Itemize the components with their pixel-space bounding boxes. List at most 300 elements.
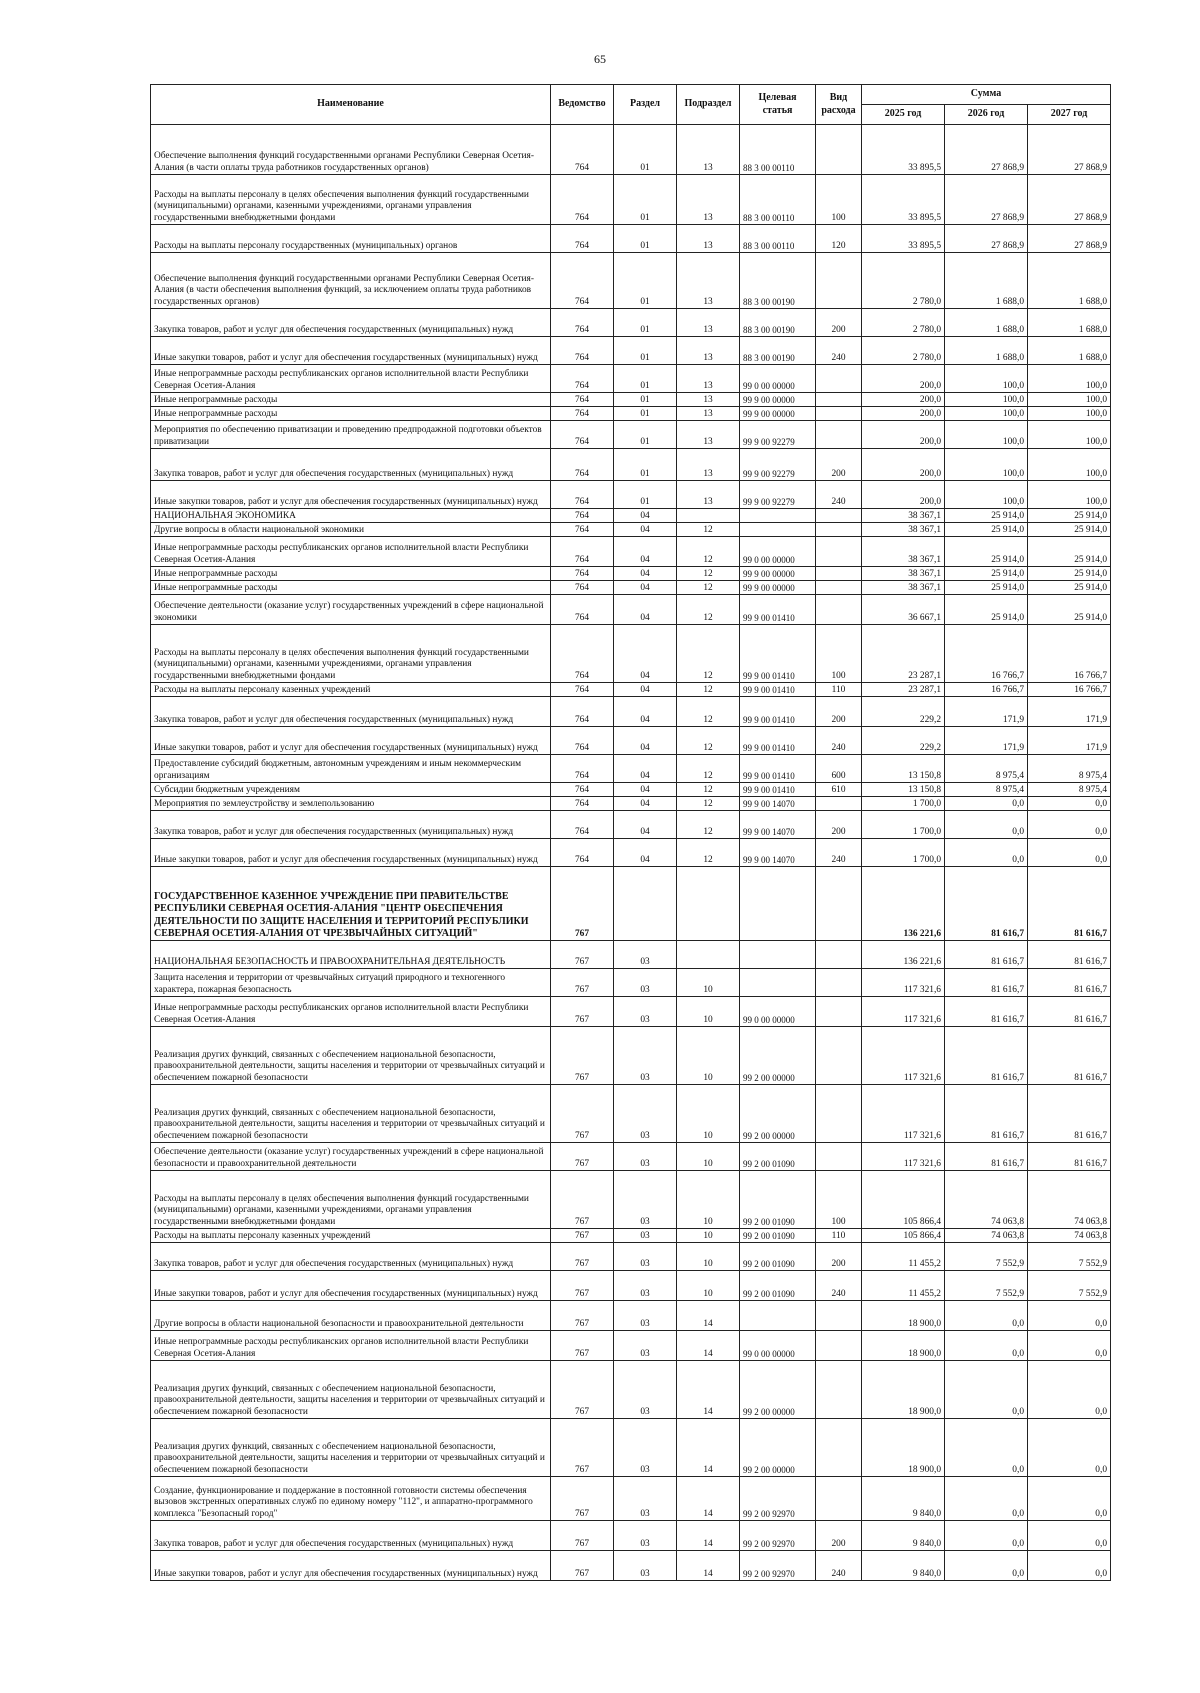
cell-name: Обеспечение выполнения функций государственными органами Республики Северная Осетия-Алания (в части оплаты труда работников государственных органов) xyxy=(151,125,551,175)
cell-sum-2025: 229,2 xyxy=(862,727,945,755)
table-row xyxy=(151,811,1111,839)
cell-sum-2026: 27 868,9 xyxy=(945,225,1028,253)
table-row xyxy=(151,867,1111,941)
cell-vedomstvo: 764 xyxy=(551,783,614,797)
cell-razdel: 03 xyxy=(614,1027,677,1085)
cell-target-article xyxy=(740,941,816,969)
cell-expense-type: 200 xyxy=(816,309,862,337)
cell-podrazdel: 10 xyxy=(677,1271,740,1301)
cell-sum-2026: 74 063,8 xyxy=(945,1171,1028,1229)
cell-sum-2025: 200,0 xyxy=(862,421,945,449)
cell-sum-2025: 9 840,0 xyxy=(862,1521,945,1551)
cell-sum-2025: 136 221,6 xyxy=(862,867,945,941)
cell-name: Иные закупки товаров, работ и услуг для обеспечения государственных (муниципальных) нужд xyxy=(151,1551,551,1581)
cell-name: Закупка товаров, работ и услуг для обеспечения государственных (муниципальных) нужд xyxy=(151,1243,551,1271)
cell-sum-2027: 0,0 xyxy=(1028,811,1111,839)
cell-sum-2027: 0,0 xyxy=(1028,1551,1111,1581)
cell-razdel: 01 xyxy=(614,253,677,309)
cell-sum-2025: 9 840,0 xyxy=(862,1551,945,1581)
cell-vedomstvo: 767 xyxy=(551,969,614,997)
cell-name: Иные закупки товаров, работ и услуг для обеспечения государственных (муниципальных) нужд xyxy=(151,1271,551,1301)
cell-target-article: 99 9 00 14070 xyxy=(740,811,816,839)
cell-sum-2026: 7 552,9 xyxy=(945,1243,1028,1271)
cell-razdel: 04 xyxy=(614,625,677,683)
cell-target-article xyxy=(740,969,816,997)
cell-name: Закупка товаров, работ и услуг для обеспечения государственных (муниципальных) нужд xyxy=(151,811,551,839)
table-row xyxy=(151,365,1111,393)
cell-razdel: 03 xyxy=(614,941,677,969)
cell-podrazdel: 12 xyxy=(677,811,740,839)
cell-expense-type xyxy=(816,509,862,523)
cell-podrazdel: 14 xyxy=(677,1551,740,1581)
cell-sum-2027: 27 868,9 xyxy=(1028,125,1111,175)
cell-sum-2026: 27 868,9 xyxy=(945,125,1028,175)
cell-sum-2025: 38 367,1 xyxy=(862,523,945,537)
cell-target-article: 99 2 00 00000 xyxy=(740,1361,816,1419)
cell-sum-2027: 8 975,4 xyxy=(1028,755,1111,783)
cell-expense-type: 110 xyxy=(816,683,862,697)
cell-sum-2026: 0,0 xyxy=(945,1419,1028,1477)
cell-target-article: 99 9 00 00000 xyxy=(740,407,816,421)
cell-sum-2026: 1 688,0 xyxy=(945,309,1028,337)
cell-sum-2025: 117 321,6 xyxy=(862,969,945,997)
cell-sum-2025: 200,0 xyxy=(862,365,945,393)
cell-target-article: 99 9 00 01410 xyxy=(740,727,816,755)
cell-sum-2025: 38 367,1 xyxy=(862,509,945,523)
cell-expense-type xyxy=(816,1143,862,1171)
cell-sum-2026: 100,0 xyxy=(945,407,1028,421)
cell-vedomstvo: 767 xyxy=(551,1243,614,1271)
cell-vedomstvo: 764 xyxy=(551,595,614,625)
cell-sum-2027: 1 688,0 xyxy=(1028,253,1111,309)
cell-razdel: 01 xyxy=(614,337,677,365)
cell-sum-2026: 100,0 xyxy=(945,421,1028,449)
cell-target-article: 99 9 00 92279 xyxy=(740,421,816,449)
table-row xyxy=(151,997,1111,1027)
cell-vedomstvo: 767 xyxy=(551,1361,614,1419)
cell-podrazdel: 13 xyxy=(677,125,740,175)
cell-sum-2026: 25 914,0 xyxy=(945,523,1028,537)
table-row xyxy=(151,1419,1111,1477)
cell-podrazdel: 10 xyxy=(677,1243,740,1271)
header-2025: 2025 год xyxy=(862,105,945,125)
cell-sum-2027: 16 766,7 xyxy=(1028,683,1111,697)
cell-podrazdel: 12 xyxy=(677,783,740,797)
cell-target-article xyxy=(740,523,816,537)
cell-expense-type: 200 xyxy=(816,449,862,481)
cell-sum-2025: 18 900,0 xyxy=(862,1419,945,1477)
cell-expense-type xyxy=(816,595,862,625)
cell-expense-type: 240 xyxy=(816,481,862,509)
cell-podrazdel: 13 xyxy=(677,449,740,481)
cell-razdel: 04 xyxy=(614,537,677,567)
cell-name: Расходы на выплаты персоналу в целях обеспечения выполнения функций государственными (муниципальными) органами, казенными учреждениями, органами управления государственными внебюджетными фондами xyxy=(151,175,551,225)
cell-razdel: 04 xyxy=(614,727,677,755)
cell-sum-2026: 0,0 xyxy=(945,811,1028,839)
cell-name: Расходы на выплаты персоналу государственных (муниципальных) органов xyxy=(151,225,551,253)
cell-podrazdel: 10 xyxy=(677,1171,740,1229)
cell-sum-2027: 100,0 xyxy=(1028,393,1111,407)
table-row xyxy=(151,509,1111,523)
cell-sum-2025: 117 321,6 xyxy=(862,1027,945,1085)
cell-name: Реализация других функций, связанных с обеспечением национальной безопасности, правоохранительной деятельности, защиты населения и территории от чрезвычайных ситуаций и обеспечением пожарной безопасности xyxy=(151,1361,551,1419)
cell-target-article: 99 9 00 01410 xyxy=(740,783,816,797)
cell-name: Иные непрограммные расходы республиканских органов исполнительной власти Республики Северная Осетия-Алания xyxy=(151,997,551,1027)
cell-name: Иные непрограммные расходы республиканских органов исполнительной власти Республики Северная Осетия-Алания xyxy=(151,365,551,393)
cell-expense-type: 100 xyxy=(816,625,862,683)
cell-razdel: 01 xyxy=(614,481,677,509)
table-row xyxy=(151,839,1111,867)
cell-razdel: 04 xyxy=(614,755,677,783)
cell-expense-type xyxy=(816,1477,862,1521)
cell-expense-type: 200 xyxy=(816,1521,862,1551)
cell-target-article: 99 0 00 00000 xyxy=(740,997,816,1027)
cell-target-article: 88 3 00 00190 xyxy=(740,253,816,309)
table-row xyxy=(151,1143,1111,1171)
table-row xyxy=(151,941,1111,969)
cell-name: Иные непрограммные расходы xyxy=(151,393,551,407)
table-row xyxy=(151,595,1111,625)
cell-sum-2027: 0,0 xyxy=(1028,1361,1111,1419)
cell-sum-2026: 25 914,0 xyxy=(945,581,1028,595)
cell-vedomstvo: 764 xyxy=(551,839,614,867)
table-row xyxy=(151,1477,1111,1521)
cell-sum-2026: 25 914,0 xyxy=(945,537,1028,567)
cell-sum-2025: 136 221,6 xyxy=(862,941,945,969)
cell-sum-2025: 117 321,6 xyxy=(862,997,945,1027)
cell-razdel: 04 xyxy=(614,567,677,581)
cell-sum-2026: 0,0 xyxy=(945,1521,1028,1551)
table-row xyxy=(151,1361,1111,1419)
cell-sum-2027: 0,0 xyxy=(1028,1477,1111,1521)
cell-sum-2025: 200,0 xyxy=(862,407,945,421)
cell-sum-2025: 23 287,1 xyxy=(862,625,945,683)
cell-vedomstvo: 764 xyxy=(551,683,614,697)
cell-vedomstvo: 767 xyxy=(551,1085,614,1143)
cell-sum-2026: 81 616,7 xyxy=(945,969,1028,997)
cell-vedomstvo: 764 xyxy=(551,337,614,365)
cell-razdel: 01 xyxy=(614,125,677,175)
cell-vedomstvo: 764 xyxy=(551,481,614,509)
cell-target-article: 99 2 00 92970 xyxy=(740,1477,816,1521)
cell-target-article: 99 0 00 00000 xyxy=(740,537,816,567)
cell-expense-type: 100 xyxy=(816,1171,862,1229)
cell-podrazdel: 12 xyxy=(677,523,740,537)
cell-sum-2026: 100,0 xyxy=(945,449,1028,481)
cell-podrazdel: 12 xyxy=(677,537,740,567)
cell-target-article xyxy=(740,509,816,523)
cell-sum-2026: 0,0 xyxy=(945,1361,1028,1419)
cell-vedomstvo: 767 xyxy=(551,1331,614,1361)
cell-podrazdel: 13 xyxy=(677,309,740,337)
cell-name: Иные непрограммные расходы xyxy=(151,581,551,595)
cell-target-article: 99 2 00 01090 xyxy=(740,1271,816,1301)
cell-podrazdel: 14 xyxy=(677,1477,740,1521)
cell-expense-type: 110 xyxy=(816,1229,862,1243)
cell-vedomstvo: 764 xyxy=(551,727,614,755)
cell-sum-2025: 117 321,6 xyxy=(862,1085,945,1143)
cell-razdel: 04 xyxy=(614,797,677,811)
cell-sum-2026: 100,0 xyxy=(945,481,1028,509)
cell-vedomstvo: 764 xyxy=(551,811,614,839)
cell-sum-2026: 25 914,0 xyxy=(945,595,1028,625)
cell-razdel: 04 xyxy=(614,581,677,595)
cell-razdel: 01 xyxy=(614,421,677,449)
cell-target-article: 99 2 00 92970 xyxy=(740,1551,816,1581)
cell-razdel: 03 xyxy=(614,1229,677,1243)
cell-expense-type xyxy=(816,797,862,811)
cell-sum-2027: 25 914,0 xyxy=(1028,523,1111,537)
cell-sum-2026: 81 616,7 xyxy=(945,997,1028,1027)
cell-razdel: 03 xyxy=(614,969,677,997)
page-number: 65 xyxy=(594,52,606,66)
cell-expense-type: 600 xyxy=(816,755,862,783)
cell-name: НАЦИОНАЛЬНАЯ БЕЗОПАСНОСТЬ И ПРАВООХРАНИТЕЛЬНАЯ ДЕЯТЕЛЬНОСТЬ xyxy=(151,941,551,969)
cell-target-article: 99 0 00 00000 xyxy=(740,365,816,393)
cell-podrazdel: 13 xyxy=(677,481,740,509)
header-2026: 2026 год xyxy=(945,105,1028,125)
cell-target-article: 99 2 00 01090 xyxy=(740,1171,816,1229)
cell-name: Реализация других функций, связанных с обеспечением национальной безопасности, правоохранительной деятельности, защиты населения и территории от чрезвычайных ситуаций и обеспечением пожарной безопасности xyxy=(151,1027,551,1085)
table-row xyxy=(151,581,1111,595)
cell-name: Иные закупки товаров, работ и услуг для обеспечения государственных (муниципальных) нужд xyxy=(151,727,551,755)
table-row xyxy=(151,1243,1111,1271)
cell-vedomstvo: 764 xyxy=(551,309,614,337)
cell-vedomstvo: 764 xyxy=(551,175,614,225)
cell-sum-2027: 81 616,7 xyxy=(1028,941,1111,969)
cell-sum-2027: 81 616,7 xyxy=(1028,867,1111,941)
cell-vedomstvo: 764 xyxy=(551,421,614,449)
cell-target-article: 99 9 00 92279 xyxy=(740,481,816,509)
table-row xyxy=(151,1521,1111,1551)
cell-expense-type: 200 xyxy=(816,697,862,727)
cell-sum-2026: 25 914,0 xyxy=(945,509,1028,523)
cell-name: Другие вопросы в области национальной безопасности и правоохранительной деятельности xyxy=(151,1301,551,1331)
cell-expense-type xyxy=(816,969,862,997)
cell-expense-type: 200 xyxy=(816,811,862,839)
cell-razdel: 04 xyxy=(614,697,677,727)
cell-vedomstvo: 764 xyxy=(551,393,614,407)
table-body xyxy=(151,125,1111,1581)
cell-target-article: 99 9 00 92279 xyxy=(740,449,816,481)
cell-name: ГОСУДАРСТВЕННОЕ КАЗЕННОЕ УЧРЕЖДЕНИЕ ПРИ ПРАВИТЕЛЬСТВЕ РЕСПУБЛИКИ СЕВЕРНАЯ ОСЕТИЯ-АЛАНИЯ "ЦЕНТР ОБЕСПЕЧЕНИЯ ДЕЯТЕЛЬНОСТИ ПО ЗАЩИТЕ НАСЕЛЕНИЯ И ТЕРРИТОРИЙ РЕСПУБЛИКИ СЕВЕРНАЯ ОСЕТИЯ-АЛАНИЯ ОТ ЧРЕЗВЫЧАЙНЫХ СИТУАЦИЙ" xyxy=(151,867,551,941)
cell-name: Закупка товаров, работ и услуг для обеспечения государственных (муниципальных) нужд xyxy=(151,1521,551,1551)
cell-sum-2027: 25 914,0 xyxy=(1028,509,1111,523)
cell-expense-type xyxy=(816,523,862,537)
header-2027: 2027 год xyxy=(1028,105,1111,125)
cell-podrazdel: 12 xyxy=(677,683,740,697)
cell-expense-type xyxy=(816,1301,862,1331)
header-razdel: Раздел xyxy=(614,85,677,125)
table-row xyxy=(151,481,1111,509)
cell-sum-2025: 117 321,6 xyxy=(862,1143,945,1171)
cell-target-article: 88 3 00 00190 xyxy=(740,337,816,365)
cell-target-article: 99 9 00 01410 xyxy=(740,625,816,683)
cell-target-article: 88 3 00 00110 xyxy=(740,175,816,225)
cell-target-article: 99 9 00 01410 xyxy=(740,755,816,783)
cell-name: Реализация других функций, связанных с обеспечением национальной безопасности, правоохранительной деятельности, защиты населения и территории от чрезвычайных ситуаций и обеспечением пожарной безопасности xyxy=(151,1419,551,1477)
cell-sum-2025: 13 150,8 xyxy=(862,755,945,783)
header-sum: Сумма xyxy=(862,85,1111,105)
cell-target-article: 99 9 00 01410 xyxy=(740,595,816,625)
cell-razdel: 03 xyxy=(614,1271,677,1301)
table-row xyxy=(151,449,1111,481)
cell-razdel: 04 xyxy=(614,683,677,697)
table-row xyxy=(151,253,1111,309)
cell-sum-2025: 11 455,2 xyxy=(862,1243,945,1271)
cell-target-article: 99 9 00 00000 xyxy=(740,567,816,581)
cell-sum-2026: 0,0 xyxy=(945,1551,1028,1581)
cell-podrazdel: 13 xyxy=(677,337,740,365)
cell-razdel: 04 xyxy=(614,523,677,537)
cell-razdel: 03 xyxy=(614,1551,677,1581)
cell-sum-2026: 27 868,9 xyxy=(945,175,1028,225)
cell-expense-type: 610 xyxy=(816,783,862,797)
cell-sum-2027: 100,0 xyxy=(1028,421,1111,449)
cell-sum-2025: 200,0 xyxy=(862,449,945,481)
table-row xyxy=(151,125,1111,175)
cell-razdel: 01 xyxy=(614,309,677,337)
cell-name: Реализация других функций, связанных с обеспечением национальной безопасности, правоохранительной деятельности, защиты населения и территории от чрезвычайных ситуаций и обеспечением пожарной безопасности xyxy=(151,1085,551,1143)
cell-sum-2026: 7 552,9 xyxy=(945,1271,1028,1301)
cell-podrazdel: 14 xyxy=(677,1301,740,1331)
cell-podrazdel: 14 xyxy=(677,1361,740,1419)
cell-vedomstvo: 767 xyxy=(551,1419,614,1477)
table-row xyxy=(151,1171,1111,1229)
cell-expense-type xyxy=(816,1085,862,1143)
cell-target-article: 99 9 00 14070 xyxy=(740,839,816,867)
cell-podrazdel: 12 xyxy=(677,595,740,625)
cell-vedomstvo: 767 xyxy=(551,997,614,1027)
cell-expense-type xyxy=(816,421,862,449)
cell-sum-2027: 100,0 xyxy=(1028,481,1111,509)
cell-name: Закупка товаров, работ и услуг для обеспечения государственных (муниципальных) нужд xyxy=(151,309,551,337)
cell-razdel: 01 xyxy=(614,449,677,481)
cell-sum-2025: 18 900,0 xyxy=(862,1301,945,1331)
table-row xyxy=(151,797,1111,811)
cell-expense-type xyxy=(816,997,862,1027)
cell-sum-2027: 171,9 xyxy=(1028,697,1111,727)
cell-vedomstvo: 764 xyxy=(551,537,614,567)
cell-target-article: 99 2 00 01090 xyxy=(740,1143,816,1171)
table-row xyxy=(151,1301,1111,1331)
cell-razdel: 04 xyxy=(614,595,677,625)
cell-vedomstvo: 767 xyxy=(551,867,614,941)
cell-target-article: 99 2 00 01090 xyxy=(740,1229,816,1243)
header-podrazdel: Подраздел xyxy=(677,85,740,125)
cell-name: Расходы на выплаты персоналу в целях обеспечения выполнения функций государственными (муниципальными) органами, казенными учреждениями, органами управления государственными внебюджетными фондами xyxy=(151,625,551,683)
table-row xyxy=(151,537,1111,567)
cell-podrazdel: 10 xyxy=(677,997,740,1027)
cell-name: Закупка товаров, работ и услуг для обеспечения государственных (муниципальных) нужд xyxy=(151,697,551,727)
cell-razdel: 04 xyxy=(614,783,677,797)
cell-target-article: 99 2 00 00000 xyxy=(740,1419,816,1477)
cell-sum-2027: 7 552,9 xyxy=(1028,1271,1111,1301)
cell-sum-2026: 16 766,7 xyxy=(945,683,1028,697)
table-row xyxy=(151,225,1111,253)
table-row xyxy=(151,1331,1111,1361)
cell-target-article: 99 9 00 01410 xyxy=(740,683,816,697)
cell-razdel: 04 xyxy=(614,509,677,523)
cell-sum-2026: 1 688,0 xyxy=(945,253,1028,309)
table-row xyxy=(151,755,1111,783)
cell-target-article xyxy=(740,1301,816,1331)
cell-vedomstvo: 764 xyxy=(551,125,614,175)
cell-expense-type xyxy=(816,567,862,581)
cell-expense-type xyxy=(816,1361,862,1419)
cell-sum-2025: 2 780,0 xyxy=(862,337,945,365)
cell-vedomstvo: 764 xyxy=(551,253,614,309)
cell-razdel: 03 xyxy=(614,1477,677,1521)
cell-vedomstvo: 764 xyxy=(551,407,614,421)
table-row xyxy=(151,421,1111,449)
cell-sum-2026: 8 975,4 xyxy=(945,755,1028,783)
cell-name: Создание, функционирование и поддержание в постоянной готовности системы обеспечения вызовов экстренных оперативных служб по единому номеру "112", и аппаратно-программного комплекса "Безопасный город" xyxy=(151,1477,551,1521)
cell-target-article: 99 2 00 01090 xyxy=(740,1243,816,1271)
cell-name: Расходы на выплаты персоналу казенных учреждений xyxy=(151,1229,551,1243)
cell-sum-2026: 171,9 xyxy=(945,697,1028,727)
cell-target-article: 99 9 00 01410 xyxy=(740,697,816,727)
cell-podrazdel: 14 xyxy=(677,1521,740,1551)
cell-sum-2027: 74 063,8 xyxy=(1028,1171,1111,1229)
cell-expense-type xyxy=(816,581,862,595)
budget-table xyxy=(150,84,1111,1581)
cell-razdel: 01 xyxy=(614,225,677,253)
cell-sum-2027: 27 868,9 xyxy=(1028,175,1111,225)
cell-sum-2025: 13 150,8 xyxy=(862,783,945,797)
cell-vedomstvo: 764 xyxy=(551,567,614,581)
cell-expense-type: 240 xyxy=(816,1551,862,1581)
cell-podrazdel: 13 xyxy=(677,175,740,225)
cell-expense-type xyxy=(816,1027,862,1085)
cell-sum-2027: 81 616,7 xyxy=(1028,1143,1111,1171)
cell-sum-2025: 38 367,1 xyxy=(862,567,945,581)
cell-target-article: 88 3 00 00190 xyxy=(740,309,816,337)
cell-target-article: 99 9 00 00000 xyxy=(740,581,816,595)
cell-sum-2027: 1 688,0 xyxy=(1028,337,1111,365)
cell-podrazdel: 13 xyxy=(677,225,740,253)
cell-vedomstvo: 767 xyxy=(551,1171,614,1229)
cell-name: Иные закупки товаров, работ и услуг для обеспечения государственных (муниципальных) нужд xyxy=(151,337,551,365)
table-row xyxy=(151,697,1111,727)
cell-name: Расходы на выплаты персоналу в целях обеспечения выполнения функций государственными (муниципальными) органами, казенными учреждениями, органами управления государственными внебюджетными фондами xyxy=(151,1171,551,1229)
cell-sum-2027: 25 914,0 xyxy=(1028,595,1111,625)
table-row xyxy=(151,1551,1111,1581)
cell-razdel: 03 xyxy=(614,1521,677,1551)
cell-sum-2025: 36 667,1 xyxy=(862,595,945,625)
table-row xyxy=(151,1229,1111,1243)
cell-podrazdel: 14 xyxy=(677,1331,740,1361)
cell-name: Мероприятия по обеспечению приватизации и проведению предпродажной подготовки объектов приватизации xyxy=(151,421,551,449)
cell-podrazdel: 14 xyxy=(677,1419,740,1477)
cell-sum-2027: 8 975,4 xyxy=(1028,783,1111,797)
cell-podrazdel: 13 xyxy=(677,407,740,421)
cell-sum-2027: 100,0 xyxy=(1028,407,1111,421)
cell-sum-2026: 171,9 xyxy=(945,727,1028,755)
cell-vedomstvo: 767 xyxy=(551,1477,614,1521)
cell-sum-2027: 0,0 xyxy=(1028,1301,1111,1331)
cell-sum-2026: 81 616,7 xyxy=(945,1143,1028,1171)
cell-razdel xyxy=(614,867,677,941)
header-vedomstvo: Ведомство xyxy=(551,85,614,125)
cell-expense-type xyxy=(816,867,862,941)
cell-name: Мероприятия по землеустройству и землепользованию xyxy=(151,797,551,811)
cell-expense-type xyxy=(816,407,862,421)
cell-sum-2026: 81 616,7 xyxy=(945,1027,1028,1085)
cell-sum-2025: 33 895,5 xyxy=(862,125,945,175)
cell-razdel: 03 xyxy=(614,1171,677,1229)
cell-sum-2027: 7 552,9 xyxy=(1028,1243,1111,1271)
